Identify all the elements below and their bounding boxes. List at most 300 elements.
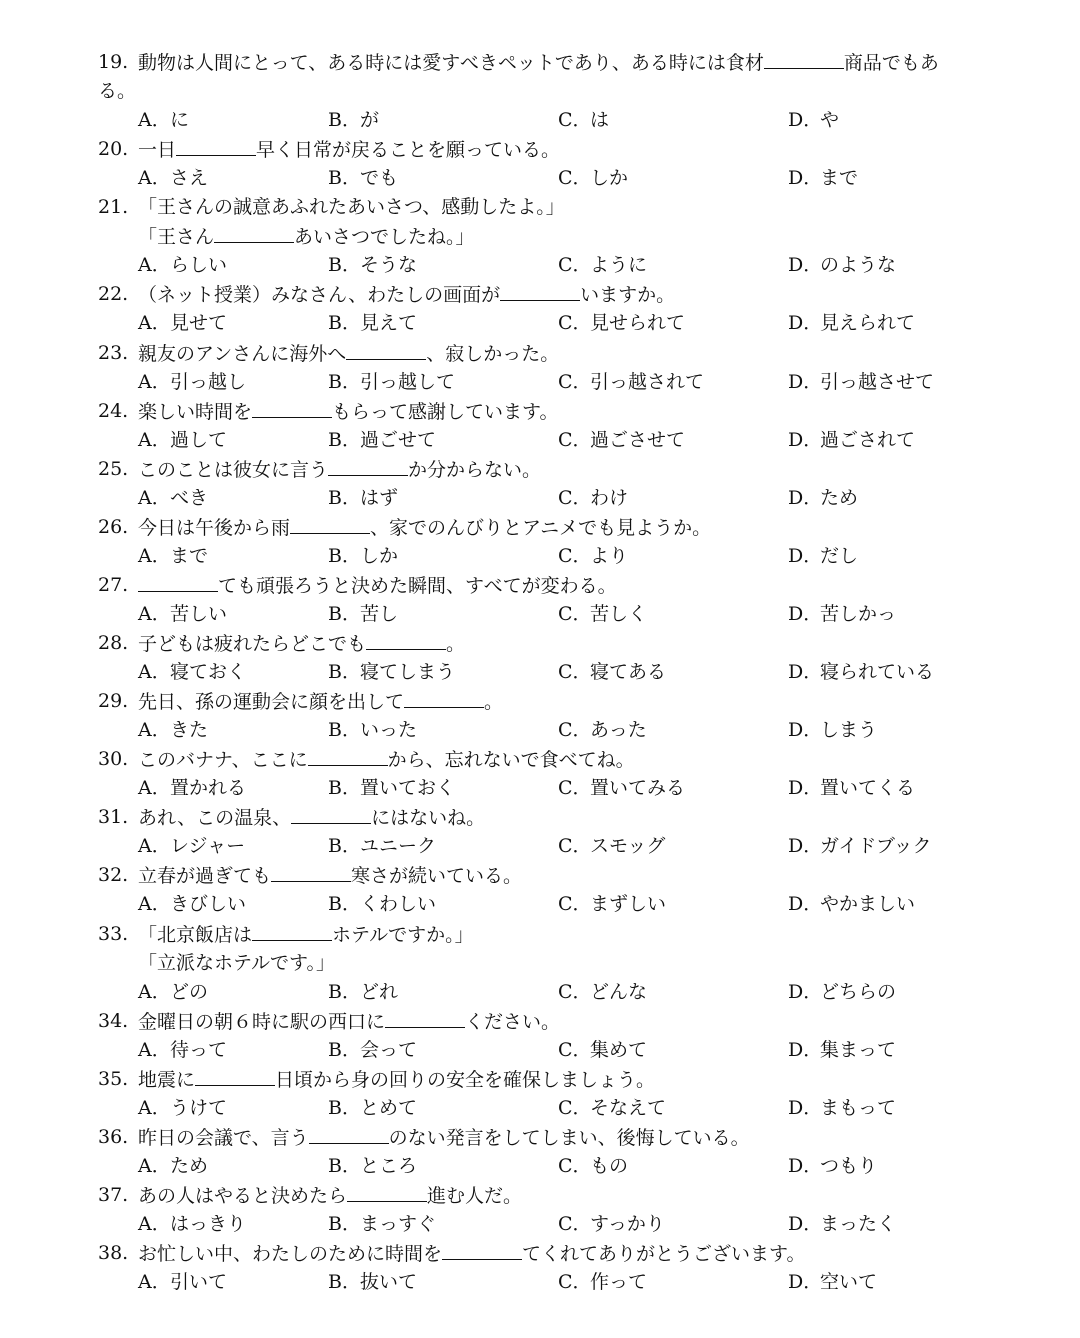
option-a[interactable]	[138, 890, 246, 919]
question-29-line	[0, 687, 1080, 716]
option-c[interactable]	[558, 368, 704, 397]
option-label: A．	[138, 1096, 171, 1119]
option-b[interactable]	[328, 832, 436, 861]
option-text: 苦し	[360, 602, 399, 625]
option-label: C．	[558, 661, 592, 684]
option-label: B．	[328, 835, 361, 858]
question-stem	[138, 280, 675, 310]
option-a[interactable]	[138, 658, 246, 687]
option-label: B．	[328, 1038, 361, 1061]
option-a[interactable]	[138, 106, 189, 135]
option-label: B．	[328, 254, 361, 277]
option-label: D．	[788, 1154, 823, 1177]
question-27-line	[0, 571, 1080, 600]
option-text: 見えて	[360, 312, 418, 335]
option-c[interactable]	[558, 600, 647, 629]
option-label: B．	[328, 1154, 361, 1177]
option-label: D．	[788, 980, 823, 1003]
question-35-line	[0, 1065, 1080, 1094]
option-d[interactable]	[788, 978, 896, 1007]
option-b[interactable]	[328, 600, 398, 629]
option-b[interactable]	[328, 774, 455, 803]
option-a[interactable]	[138, 832, 245, 861]
option-text: しまう	[820, 719, 878, 742]
option-c[interactable]	[558, 309, 685, 338]
option-b[interactable]	[328, 1094, 417, 1123]
option-label: B．	[328, 370, 361, 393]
option-label: C．	[558, 835, 592, 858]
option-text: スモッグ	[590, 835, 666, 858]
option-label: D．	[788, 109, 823, 132]
option-label: C．	[558, 1213, 592, 1235]
option-text: いった	[360, 719, 418, 742]
option-text: きた	[170, 719, 209, 742]
question-20-line	[0, 135, 1080, 164]
option-label: D．	[788, 312, 823, 335]
option-label: B．	[328, 719, 361, 742]
question-29-options	[0, 716, 1080, 745]
question-21-line	[0, 222, 1080, 251]
option-c[interactable]	[558, 978, 647, 1007]
option-d[interactable]	[788, 1036, 896, 1065]
stem-text: から、忘れないで食べてね。	[387, 749, 635, 772]
option-label: B．	[328, 109, 361, 132]
stem-text: 、家でのんびりとアニメでも見ようか。	[370, 516, 712, 539]
answer-blank	[366, 629, 446, 650]
option-label: B．	[328, 1213, 361, 1235]
option-text: 見せられて	[590, 312, 686, 335]
option-text: うけて	[170, 1096, 228, 1119]
question-number: 22.	[98, 283, 129, 306]
question-number: 35.	[98, 1067, 129, 1090]
option-c[interactable]	[558, 1094, 666, 1123]
question-number: 30.	[98, 748, 129, 771]
answer-blank	[291, 803, 371, 824]
option-label: C．	[558, 312, 592, 335]
stem-text: 昨日の会議で、言う	[138, 1126, 309, 1149]
option-label: A．	[138, 602, 171, 625]
option-text: ため	[820, 486, 859, 509]
option-text: もの	[590, 1154, 629, 1177]
stem-text: 早く日常が戻ることを願っている。	[256, 139, 561, 162]
option-label: C．	[558, 428, 592, 451]
option-label: A．	[138, 661, 171, 684]
question-38-options	[0, 1268, 1080, 1297]
option-text: は	[590, 109, 610, 132]
option-d[interactable]	[788, 1094, 896, 1123]
option-d[interactable]	[788, 716, 877, 745]
option-c[interactable]	[558, 484, 628, 513]
question-stem	[138, 222, 475, 252]
option-text: 引っ越されて	[590, 370, 705, 393]
option-b[interactable]	[328, 542, 398, 571]
option-d[interactable]	[788, 600, 896, 629]
question-number: 19.	[98, 51, 129, 73]
option-label: B．	[328, 428, 361, 451]
stem-text: てくれてありがとうございます。	[522, 1243, 806, 1266]
question-21-line	[0, 193, 1080, 222]
option-text: はっきり	[170, 1213, 247, 1235]
question-33-options	[0, 978, 1080, 1007]
question-stem	[138, 1239, 806, 1269]
option-text: らしい	[170, 254, 228, 277]
option-b[interactable]	[328, 484, 398, 513]
option-label: D．	[788, 167, 823, 190]
option-c[interactable]	[558, 251, 647, 280]
option-text: 苦しく	[590, 602, 648, 625]
option-a[interactable]	[138, 164, 208, 193]
option-d[interactable]	[788, 106, 839, 135]
option-d[interactable]	[788, 309, 915, 338]
option-b[interactable]	[328, 368, 455, 397]
option-text: 置いておく	[360, 777, 456, 800]
question-number: 25.	[98, 457, 129, 480]
option-d[interactable]	[788, 1268, 877, 1297]
option-d[interactable]	[788, 890, 915, 919]
option-label: A．	[138, 980, 171, 1003]
question-number: 34.	[98, 1009, 129, 1032]
option-text: ところ	[360, 1154, 418, 1177]
option-text: 集まって	[820, 1038, 897, 1061]
question-19-options	[0, 106, 1080, 135]
option-label: D．	[788, 893, 823, 916]
option-d[interactable]	[788, 368, 934, 397]
option-text: に	[170, 109, 190, 132]
option-label: A．	[138, 1154, 171, 1177]
option-text: 寝てある	[590, 661, 667, 684]
option-text: が	[360, 109, 380, 132]
option-c[interactable]	[558, 1036, 647, 1065]
option-b[interactable]	[328, 164, 398, 193]
question-22-options	[0, 309, 1080, 338]
answer-blank	[764, 48, 844, 69]
option-text: のような	[820, 254, 897, 277]
question-stem	[138, 1181, 522, 1211]
question-23-line	[0, 339, 1080, 368]
question-number: 33.	[98, 922, 129, 945]
option-label: B．	[328, 602, 361, 625]
option-c[interactable]	[558, 542, 628, 571]
question-20-options	[0, 164, 1080, 193]
option-label: D．	[788, 1213, 823, 1235]
option-label: B．	[328, 893, 361, 916]
option-label: C．	[558, 1154, 592, 1177]
question-30-line	[0, 745, 1080, 774]
option-text: 過ごされて	[820, 428, 916, 451]
option-text: 寝られている	[820, 661, 935, 684]
option-a[interactable]	[138, 309, 227, 338]
option-a[interactable]	[138, 251, 227, 280]
option-text: まもって	[820, 1096, 897, 1119]
option-b[interactable]	[328, 890, 436, 919]
option-text: わけ	[590, 486, 629, 509]
option-d[interactable]	[788, 774, 915, 803]
option-text: しか	[590, 167, 629, 190]
question-stem	[138, 193, 565, 222]
question-36-line	[0, 1123, 1080, 1152]
question-stem	[138, 1007, 560, 1037]
question-32-options	[0, 890, 1080, 919]
option-a[interactable]	[138, 484, 208, 513]
answer-blank	[176, 135, 256, 156]
option-b[interactable]	[328, 309, 417, 338]
option-b[interactable]	[328, 658, 455, 687]
option-text: 苦しかっ	[820, 602, 897, 625]
question-stem	[138, 920, 474, 950]
option-label: A．	[138, 893, 171, 916]
answer-blank	[347, 1181, 427, 1202]
option-label: A．	[138, 1213, 171, 1235]
option-d[interactable]	[788, 426, 915, 455]
question-stem	[138, 339, 559, 369]
answer-blank	[195, 1065, 275, 1086]
option-text: まで	[170, 544, 209, 567]
stem-text: （ネット授業）みなさん、わたしの画面が	[138, 284, 501, 307]
option-text: 置かれる	[170, 777, 247, 800]
option-text: 寝てしまう	[360, 661, 456, 684]
option-c[interactable]	[558, 426, 685, 455]
stem-text: 立春が過ぎても	[138, 865, 272, 888]
question-number: 31.	[98, 806, 129, 829]
stem-text: あいさつでしたね。」	[294, 226, 475, 249]
stem-text: 「王さん	[138, 226, 215, 249]
option-text: まで	[820, 167, 859, 190]
question-25-line	[0, 455, 1080, 484]
option-label: D．	[788, 777, 823, 800]
option-text: 過ごせて	[360, 428, 437, 451]
stem-text: のない発言をしてしまい、後悔している。	[388, 1126, 750, 1149]
question-stem	[138, 455, 541, 485]
option-text: 苦しい	[170, 602, 228, 625]
option-d[interactable]	[788, 542, 858, 571]
option-text: どの	[170, 980, 209, 1003]
option-text: まっすぐ	[360, 1213, 437, 1235]
stem-text: 今日は午後から雨	[138, 516, 291, 539]
option-label: C．	[558, 167, 592, 190]
option-label: A．	[138, 428, 171, 451]
option-b[interactable]	[328, 1152, 417, 1181]
answer-blank	[309, 1123, 389, 1144]
question-36-options	[0, 1152, 1080, 1181]
option-label: D．	[788, 486, 823, 509]
option-b[interactable]	[328, 1210, 436, 1239]
option-text: しか	[360, 544, 399, 567]
question-stem	[138, 687, 503, 717]
option-label: A．	[138, 167, 171, 190]
option-a[interactable]	[138, 1036, 227, 1065]
question-number: 32.	[98, 864, 129, 887]
question-stem	[138, 571, 617, 601]
stem-text: 商品でもあ	[843, 52, 939, 74]
option-c[interactable]	[558, 1152, 628, 1181]
option-label: D．	[788, 719, 823, 742]
stem-text: ください。	[465, 1010, 561, 1033]
option-b[interactable]	[328, 1268, 417, 1297]
option-label: B．	[328, 777, 361, 800]
question-stem	[138, 629, 465, 659]
option-c[interactable]	[558, 774, 685, 803]
option-a[interactable]	[138, 978, 208, 1007]
option-label: B．	[328, 661, 361, 684]
question-number: 26.	[98, 515, 129, 538]
answer-blank	[252, 920, 332, 941]
question-25-options	[0, 484, 1080, 513]
answer-blank	[500, 280, 580, 301]
option-a[interactable]	[138, 600, 227, 629]
option-text: ユニーク	[360, 835, 437, 858]
option-label: C．	[558, 980, 592, 1003]
option-a[interactable]	[138, 368, 246, 397]
option-text: 寝ておく	[170, 661, 247, 684]
option-a[interactable]	[138, 542, 208, 571]
question-stem	[138, 1065, 655, 1095]
option-text: ため	[170, 1154, 209, 1177]
option-d[interactable]	[788, 832, 932, 861]
option-c[interactable]	[558, 716, 647, 745]
option-text: きびしい	[170, 893, 247, 916]
question-38-line	[0, 1239, 1080, 1268]
option-label: D．	[788, 835, 823, 858]
stem-text: 。	[446, 633, 466, 655]
question-31-line	[0, 803, 1080, 832]
answer-blank	[271, 861, 351, 882]
stem-text: る。	[98, 80, 137, 103]
option-label: D．	[788, 1271, 823, 1294]
option-label: A．	[138, 777, 171, 800]
option-text: ガイドブック	[820, 835, 932, 858]
option-label: B．	[328, 1096, 361, 1119]
option-text: つもり	[820, 1154, 878, 1177]
option-label: C．	[558, 544, 592, 567]
option-a[interactable]	[138, 716, 208, 745]
option-text: レジャー	[170, 835, 246, 858]
option-c[interactable]	[558, 658, 666, 687]
option-text: さえ	[170, 167, 209, 190]
option-text: 見せて	[170, 312, 228, 335]
option-b[interactable]	[328, 426, 436, 455]
stem-text: 金曜日の朝６時に駅の西口に	[138, 1010, 386, 1033]
stem-text: あれ、この温泉、	[138, 807, 292, 830]
question-stem	[138, 48, 939, 78]
stem-text: 一日	[138, 139, 177, 162]
option-text: ように	[590, 254, 648, 277]
question-stem	[138, 949, 335, 978]
option-text: すっかり	[590, 1213, 665, 1235]
option-text: どちらの	[820, 980, 897, 1003]
stem-text: あの人はやると決めたら	[138, 1184, 348, 1207]
stem-text: もらって感謝しています。	[332, 400, 559, 423]
answer-blank	[346, 339, 426, 360]
option-label: D．	[788, 428, 823, 451]
stem-text: お忙しい中、わたしのために時間を	[138, 1243, 443, 1266]
option-c[interactable]	[558, 106, 609, 135]
option-label: A．	[138, 719, 171, 742]
option-c[interactable]	[558, 1210, 665, 1239]
stem-text: 日頃から身の回りの安全を確保しましょう。	[275, 1068, 656, 1091]
stem-text: 地震に	[138, 1068, 196, 1091]
option-label: C．	[558, 254, 592, 277]
option-label: D．	[788, 370, 823, 393]
option-b[interactable]	[328, 251, 417, 280]
option-text: べき	[170, 486, 209, 509]
option-d[interactable]	[788, 164, 858, 193]
question-stem	[138, 397, 559, 427]
stem-text: いますか。	[580, 284, 676, 307]
stem-text: 進む人だ。	[427, 1184, 523, 1207]
answer-blank	[404, 687, 484, 708]
option-c[interactable]	[558, 890, 666, 919]
option-d[interactable]	[788, 1152, 877, 1181]
stem-text: ホテルですか。」	[332, 923, 474, 946]
question-number: 27.	[98, 573, 129, 596]
question-21-options	[0, 251, 1080, 280]
question-23-options	[0, 368, 1080, 397]
question-32-line	[0, 861, 1080, 890]
question-number: 36.	[98, 1125, 129, 1148]
stem-text: 「王さんの誠意あふれたあいさつ、感動したよ。」	[138, 196, 565, 219]
stem-text: 「立派なホテルです。」	[138, 951, 336, 974]
question-30-options	[0, 774, 1080, 803]
question-28-line	[0, 629, 1080, 658]
option-c[interactable]	[558, 1268, 647, 1297]
option-a[interactable]	[138, 1268, 227, 1297]
question-stem	[138, 513, 711, 543]
option-text: くわしい	[360, 893, 437, 916]
option-label: A．	[138, 370, 171, 393]
option-text: そうな	[360, 254, 418, 277]
option-d[interactable]	[788, 484, 858, 513]
option-label: A．	[138, 486, 171, 509]
option-c[interactable]	[558, 832, 665, 861]
question-22-line	[0, 280, 1080, 309]
option-label: C．	[558, 777, 592, 800]
option-a[interactable]	[138, 1094, 227, 1123]
option-text: 引いて	[170, 1271, 228, 1294]
stem-text: 子どもは疲れたらどこでも	[138, 633, 367, 655]
option-d[interactable]	[788, 1210, 896, 1239]
option-a[interactable]	[138, 426, 227, 455]
option-text: どんな	[590, 980, 648, 1003]
question-stem	[138, 1123, 750, 1153]
option-d[interactable]	[788, 251, 896, 280]
stem-text: 親友のアンさんに海外へ	[138, 342, 347, 365]
question-35-options	[0, 1094, 1080, 1123]
option-b[interactable]	[328, 1036, 417, 1065]
option-a[interactable]	[138, 1152, 208, 1181]
option-a[interactable]	[138, 1210, 246, 1239]
question-26-options	[0, 542, 1080, 571]
answer-blank	[290, 513, 370, 534]
option-text: まずしい	[590, 893, 667, 916]
question-26-line	[0, 513, 1080, 542]
option-b[interactable]	[328, 106, 379, 135]
stem-text: 先日、孫の運動会に顔を出して	[138, 691, 405, 714]
question-stem	[138, 745, 635, 775]
question-number: 38.	[98, 1242, 129, 1265]
question-34-line	[0, 1007, 1080, 1036]
question-37-options	[0, 1210, 1080, 1239]
option-b[interactable]	[328, 978, 398, 1007]
stem-text: か分からない。	[408, 458, 542, 481]
stem-text: このバナナ、ここに	[138, 749, 308, 772]
option-d[interactable]	[788, 658, 934, 687]
option-text: 過ごさせて	[590, 428, 686, 451]
option-c[interactable]	[558, 164, 628, 193]
option-a[interactable]	[138, 774, 246, 803]
option-b[interactable]	[328, 716, 417, 745]
option-label: B．	[328, 544, 361, 567]
option-label: D．	[788, 661, 823, 684]
